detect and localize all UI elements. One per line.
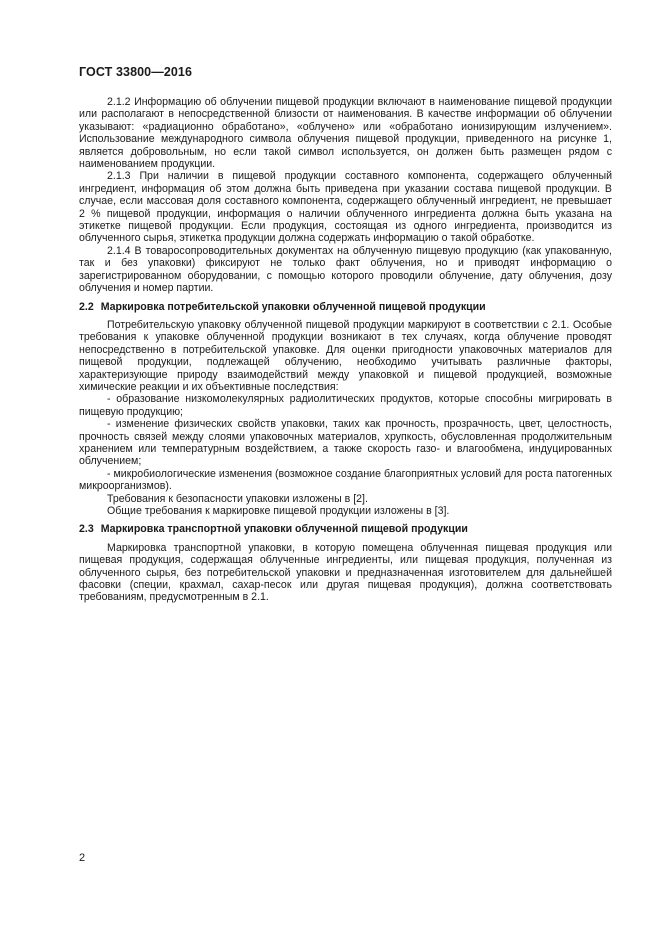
section-heading-2-2 [79, 301, 612, 313]
section-number: 2.3 [79, 523, 94, 536]
list-item: - изменение физических свойств упаковки, таких как прочность, прозрачность, цвет, целостность, прочность связей между слоями упаковочных материалов, хрупкость, обусловленная продолжительным хранением или температурным воздействием, а также скорость газо- и влагообмена, индуцированных облучением; [79, 418, 612, 468]
paragraph-2-1-2: 2.1.2 Информацию об облучении пищевой продукции включают в наименование пищевой продукции или располагают в непосредственной близости от наименования. В качестве информации об облучении указывают: «радиационно обработано», «облучено» или «обработано ионизирующим излучением». Использование международного символа облучения пищевой продукции, приведенного на рисунке 1, является добровольным, но если такой символ используется, он должен быть размещен рядом с наименованием продукции. [79, 96, 612, 171]
paragraph-2-2-intro: Потребительскую упаковку облученной пищевой продукции маркируют в соответствии с 2.1. Особые требования к упаковке облученной продукции возникают в тех случаях, когда облучение проводят непосредственно в потребительской упаковке. Для оценки пригодности упаковочных материалов для пищевой продукции, подлежащей облучению, необходимо учитывать различные факторы, характеризующие природу взаимодействий между упаковкой и пищевой продукцией, возможные химические реакции и их объективные последствия: [79, 318, 612, 393]
paragraph-2-3: Маркировка транспортной упаковки, в которую помещена облученная пищевая продукция или пищевая продукция, содержащая облученные ингредиенты, или пищевая продукция, полученная из облученного сырья, без потребительской упаковки и предназначенная изготовителем для дальнейшей фасовки (специи, крахмал, сахар-песок или другая пищевая продукция), должна соответствовать требованиям, предусмотренным в 2.1. [79, 541, 612, 604]
paragraph-2-1-3: 2.1.3 При наличии в пищевой продукции составного компонента, содержащего облученный ингредиент, информация об этом должна быть приведена при указании состава пищевой продукции. В случае, если массовая доля составного компонента, содержащего облученный ингредиент, не превышает 2 % пищевой продукции, информация о наличии облученного ингредиента должна быть указана на этикетке пищевой продукции. Если продукция, состоящая из одного ингредиента, производится из облученного сырья, этикетка продукции должна содержать информацию о такой обработке. [79, 170, 612, 245]
paragraph-2-1-4: 2.1.4 В товаросопроводительных документах на облученную пищевую продукцию (как упакованную, так и без упаковки) фиксируют не только факт облучения, но и приводят информацию о зарегистрированном оборудовании, с помощью которого проводили облучение, дату облучения, дозу облучения и номер партии. [79, 244, 612, 295]
page-number: 2 [79, 852, 86, 864]
section-number: 2.2 [79, 300, 94, 313]
paragraph-marking-reference: Общие требования к маркировке пищевой продукции изложены в [3]. [107, 505, 450, 517]
list-item: - микробиологические изменения (возможное создание благоприятных условий для роста патогенных микроорганизмов). [79, 467, 612, 493]
section-title: Маркировка транспортной упаковки облученной пищевой продукции [100, 523, 468, 536]
list-item: - образование низкомолекулярных радиолитических продуктов, которые способны мигрировать в пищевую продукцию; [79, 393, 612, 418]
section-title: Маркировка потребительской упаковки облученной пищевой продукции [100, 300, 486, 313]
document-header: ГОСТ 33800—2016 [79, 65, 193, 79]
paragraph-safety-reference: Требования к безопасности упаковки изложены в [2]. [107, 492, 368, 505]
document-body [79, 96, 612, 604]
section-heading-2-3 [79, 523, 612, 535]
